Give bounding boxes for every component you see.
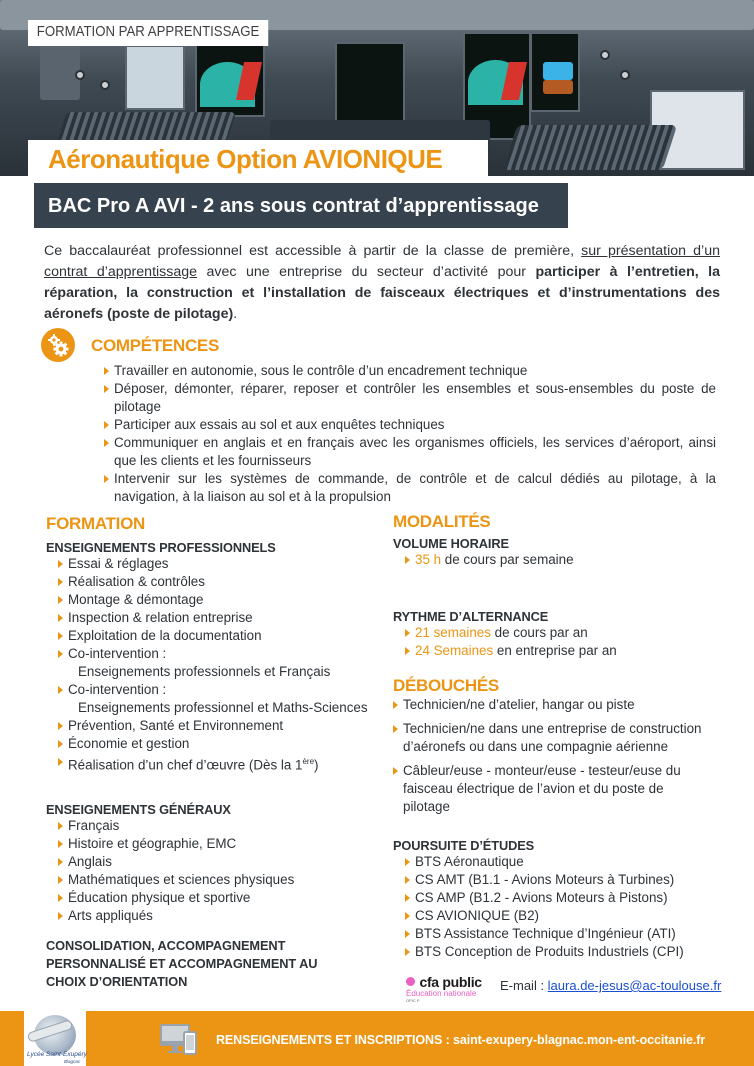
contact-email — [500, 978, 721, 993]
rythme-list — [405, 624, 743, 660]
volume-heading: VOLUME HORAIRE — [393, 536, 509, 551]
pro-teaching-heading: ENSEIGNEMENTS PROFESSIONNELS — [46, 540, 276, 555]
cfa-subtitle-small: OPIC P — [406, 998, 420, 1003]
list-item-co-intervention-2 — [58, 681, 376, 717]
rythme-heading: RYTHME D’ALTERNANCE — [393, 609, 549, 624]
cfa-subtitle: Éducation nationale — [406, 989, 477, 998]
cfa-dot-icon — [406, 977, 415, 986]
list-item: Réalisation & contrôles — [58, 573, 376, 591]
footer-info-text: RENSEIGNEMENTS ET INSCRIPTIONS : saint-exupery-blagnac.mon-ent-occitanie.fr — [216, 1033, 706, 1047]
modalites-section — [393, 512, 743, 961]
list-item: Intervenir sur les systèmes de commande, de contrôle et de calcul dédiés au pilotage, à la navigation, à la liaison au sol et à la propulsion — [104, 470, 716, 506]
rythme-text: en entreprise par an — [493, 643, 617, 658]
modalites-heading: MODALITÉS — [393, 512, 491, 531]
list-item: Arts appliqués — [58, 907, 376, 925]
list-item: BTS Conception de Produits Industriels (CPI) — [405, 943, 743, 961]
co1-label: Co-intervention : — [68, 646, 167, 661]
list-item: CS AVIONIQUE (B2) — [405, 907, 743, 925]
email-label: E-mail : — [500, 978, 548, 993]
page-title: Aéronautique Option AVIONIQUE — [48, 144, 443, 174]
intro-underlined: sur présentation d’un contrat d’apprentissage — [44, 243, 720, 280]
competences-list — [104, 362, 716, 506]
rythme-value: 21 semaines — [415, 625, 491, 640]
list-item: Éducation physique et sportive — [58, 889, 376, 907]
chef-oeuvre-text: Réalisation d’un chef d’œuvre (Dès la 1 — [68, 757, 303, 773]
email-link[interactable]: laura.de-jesus@ac-toulouse.fr — [547, 978, 722, 993]
consolidation-heading: CONSOLIDATION, ACCOMPAGNEMENT PERSONNALISÉ ET ACCOMPAGNEMENT AU CHOIX D’ORIENTATION — [46, 938, 318, 990]
lycee-logo-text: Lycée Saint-Exupéry — [27, 1051, 87, 1058]
devices-icon — [160, 1024, 200, 1061]
formation-tag: FORMATION PAR APPRENTISSAGE — [28, 20, 268, 46]
page-subtitle: BAC Pro A AVI - 2 ans sous contrat d’apprentissage — [34, 183, 568, 228]
list-item: Déposer, démonter, réparer, reposer et contrôler les ensembles et sous-ensembles du poste de pilotage — [104, 380, 716, 416]
list-item: Communiquer en anglais et en français avec les organismes officiels, les services d’aéroport, ainsi que les clients et les fournisseurs — [104, 434, 716, 470]
rythme-value: 24 Semaines — [415, 643, 494, 658]
list-item: Exploitation de la documentation — [58, 627, 376, 645]
cfa-logo-text: cfa public — [419, 973, 482, 990]
cfa-public-logo — [406, 973, 482, 1003]
chef-oeuvre-end: ) — [314, 757, 319, 773]
list-item: Français — [58, 817, 376, 835]
poursuite-list — [405, 853, 743, 961]
list-item-volume — [405, 551, 743, 569]
formation-section — [46, 514, 376, 991]
formation-heading: FORMATION — [46, 514, 145, 533]
intro-paragraph — [44, 241, 720, 325]
intro-part2: avec une entreprise du secteur d’activité pour — [197, 264, 536, 280]
list-item: CS AMT (B1.1 - Avions Moteurs à Turbines) — [405, 871, 743, 889]
volume-text: de cours par semaine — [441, 552, 574, 567]
general-teaching-list — [58, 817, 376, 925]
list-item: Essai & réglages — [58, 555, 376, 573]
intro-part1: Ce baccalauréat professionnel est accessible à partir de la classe de première, — [44, 243, 582, 259]
co1-detail: Enseignements professionnels et Français — [78, 664, 331, 679]
list-item: Technicien/ne dans une entreprise de construction d’aéronefs ou dans une compagnie aérienne — [393, 720, 713, 756]
co2-label: Co-intervention : — [68, 682, 167, 697]
debouches-heading: DÉBOUCHÉS — [393, 676, 499, 695]
volume-value: 35 h — [415, 552, 442, 567]
intro-end: . — [233, 306, 238, 322]
lycee-logo-subtext: Blagnac — [64, 1059, 81, 1064]
list-item: Travailler en autonomie, sous le contrôle d’un encadrement technique — [104, 362, 716, 380]
list-item: Inspection & relation entreprise — [58, 609, 376, 627]
list-item: Montage & démontage — [58, 591, 376, 609]
gears-icon — [41, 328, 75, 362]
list-item-rythme — [405, 642, 743, 660]
intro-bold: participer à l’entretien, la réparation, la construction et l’installation de faisceaux électriques et d’instrumentations des aéronefs (poste de pilotage) — [44, 264, 720, 322]
list-item: Économie et gestion — [58, 735, 376, 753]
poursuite-heading: POURSUITE D’ÉTUDES — [393, 838, 535, 853]
list-item: Câbleur/euse - monteur/euse - testeur/euse du faisceau électrique de l’avion et du poste de pilotage — [393, 762, 713, 816]
pro-teaching-list — [58, 555, 376, 774]
list-item-co-intervention-1 — [58, 645, 376, 681]
list-item: CS AMP (B1.2 - Avions Moteurs à Pistons) — [405, 889, 743, 907]
list-item: Prévention, Santé et Environnement — [58, 717, 376, 735]
general-teaching-heading: ENSEIGNEMENTS GÉNÉRAUX — [46, 802, 231, 818]
list-item-chef-oeuvre — [58, 753, 376, 774]
volume-list — [405, 551, 743, 569]
list-item-rythme — [405, 624, 743, 642]
co2-detail: Enseignements professionnel et Maths-Sciences — [78, 700, 368, 715]
lycee-logo — [24, 1011, 86, 1066]
list-item: Participer aux essais au sol et aux enquêtes techniques — [104, 416, 716, 434]
chef-oeuvre-sup: ère — [302, 757, 315, 766]
list-item: Anglais — [58, 853, 376, 871]
list-item: BTS Aéronautique — [405, 853, 743, 871]
debouches-list — [393, 696, 713, 816]
list-item: Histoire et géographie, EMC — [58, 835, 376, 853]
list-item: BTS Assistance Technique d’Ingénieur (ATI) — [405, 925, 743, 943]
list-item: Technicien/ne d’atelier, hangar ou piste — [393, 696, 713, 714]
list-item: Mathématiques et sciences physiques — [58, 871, 376, 889]
rythme-text: de cours par an — [490, 625, 588, 640]
competences-heading: COMPÉTENCES — [91, 336, 219, 355]
